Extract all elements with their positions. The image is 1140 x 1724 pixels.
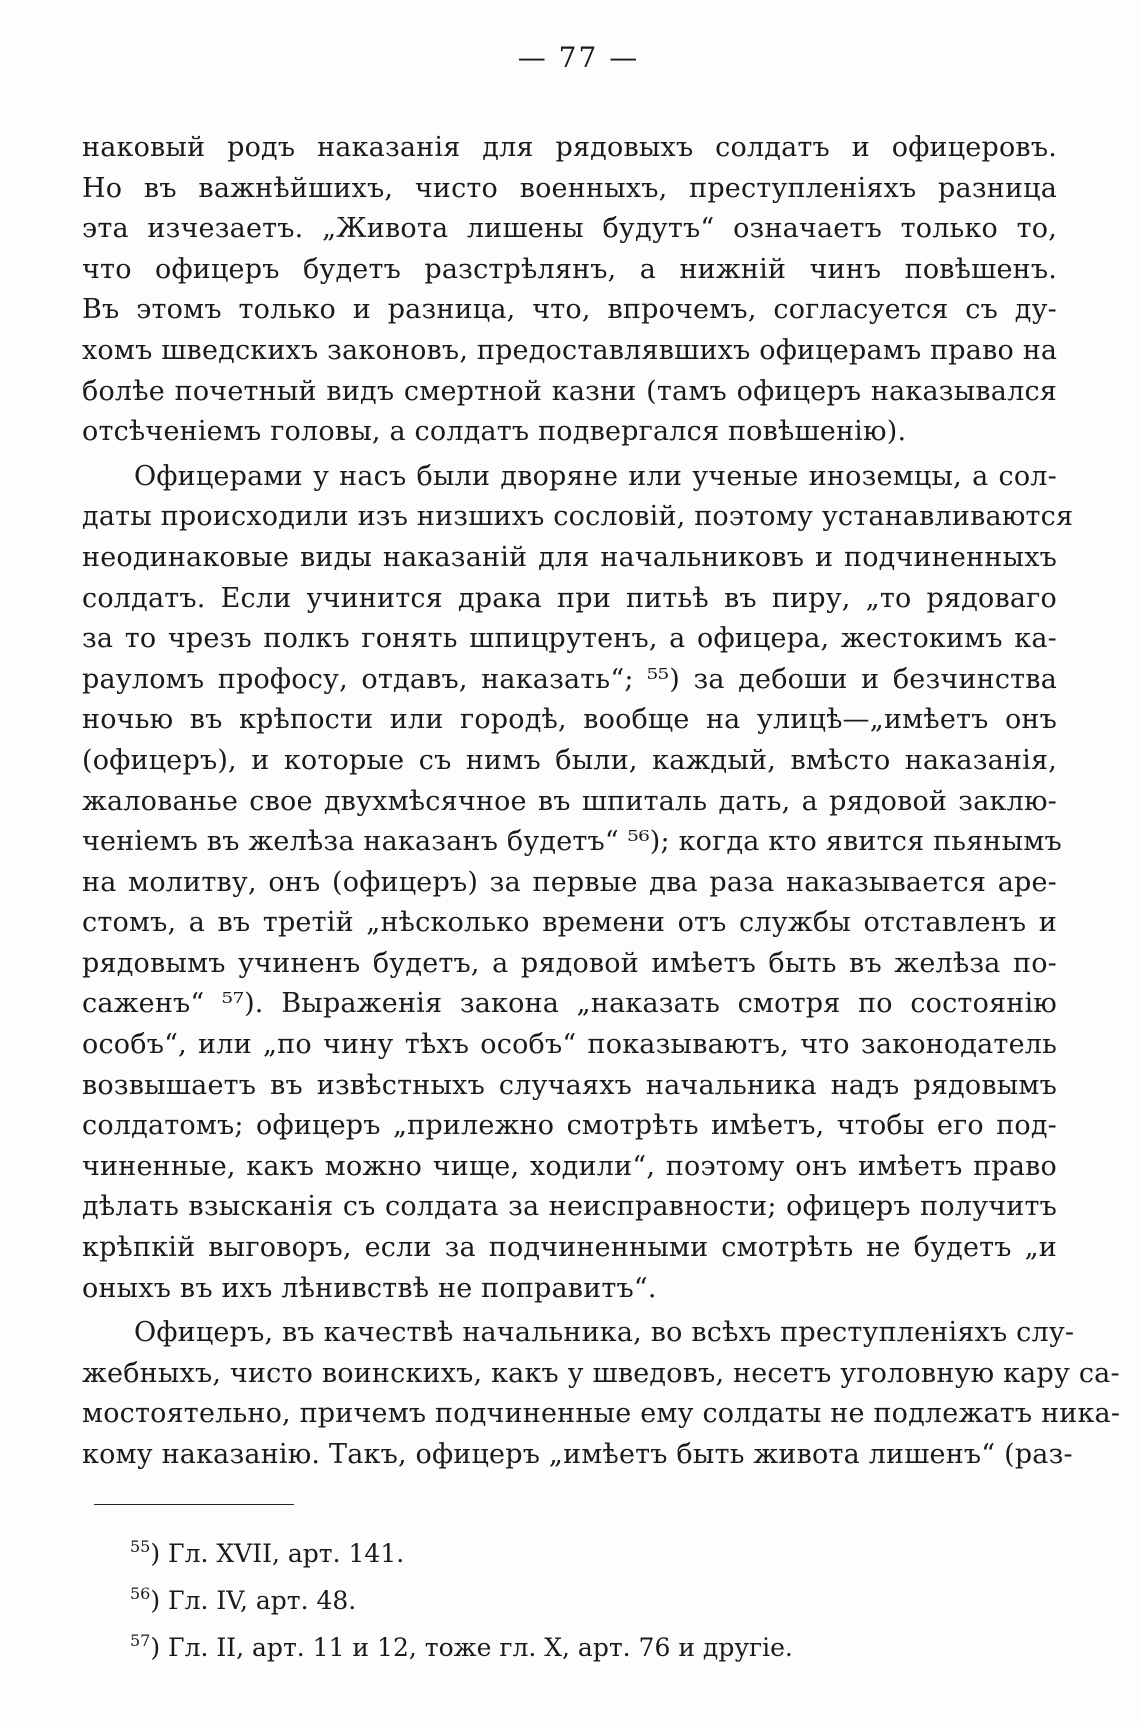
footnote-mark: 56	[130, 1583, 151, 1603]
text-line: особъ“, или „по чину тѣхъ особъ“ показываютъ, что законодатель	[82, 1029, 1057, 1061]
text-line: болѣе почетный видъ смертной казни (тамъ офицеръ наказывался	[82, 375, 1057, 407]
footnote-57	[130, 1621, 1057, 1668]
text-line: жебныхъ, чисто воинскихъ, какъ у шведовъ, несетъ уголовную кару са-	[82, 1357, 1120, 1389]
page-number: — 77 —	[517, 41, 640, 74]
text-line: Въ этомъ только и разница, что, впрочемъ, согласуется съ ду-	[82, 294, 1057, 326]
text-line: мостоятельно, причемъ подчиненные ему солдаты не подлежатъ ника-	[82, 1398, 1121, 1430]
text-line: Офицеръ, въ качествѣ начальника, во всѣхъ преступленіяхъ слу-	[134, 1317, 1075, 1349]
text-line: на молитву, онъ (офицеръ) за первые два раза наказывается аре-	[82, 866, 1057, 898]
text-line: хомъ шведскихъ законовъ, предоставлявшихъ офицерамъ право на	[82, 334, 1058, 366]
text-line: неодинаковые виды наказаній для начальниковъ и подчиненныхъ	[82, 541, 1057, 573]
footnote-mark: 55	[130, 1536, 151, 1556]
footnote-text: ) Гл. II, арт. 11 и 12, тоже гл. X, арт. 76 и другіе.	[150, 1632, 793, 1662]
text-line: ченіемъ въ желѣза наказанъ будетъ“ ⁵⁶); когда кто явится пьянымъ	[82, 826, 1062, 858]
text-line: возвышаетъ въ извѣстныхъ случаяхъ начальника надъ рядовымъ	[82, 1069, 1057, 1101]
text-line: солдатъ. Если учинится драка при питьѣ въ пиру, „то рядоваго	[82, 582, 1057, 614]
footnote-divider	[94, 1504, 294, 1505]
text-line: стомъ, а въ третій „нѣсколько времени отъ службы отставленъ и	[82, 907, 1057, 939]
book-page	[82, 30, 1121, 1690]
footnote-text: ) Гл. IV, арт. 48.	[150, 1585, 357, 1615]
text-line: что офицеръ будетъ разстрѣлянъ, а нижній чинъ повѣшенъ.	[82, 253, 1057, 285]
footnote-56	[130, 1574, 1057, 1621]
text-line: (офицеръ), и которые съ нимъ были, каждый, вмѣсто наказанія,	[82, 744, 1057, 776]
main-text	[82, 128, 1121, 1476]
footnote-text: ) Гл. XVII, арт. 141.	[150, 1538, 405, 1568]
paragraph-2	[82, 457, 1074, 1309]
text-line: саженъ“ ⁵⁷). Выраженія закона „наказать смотря по состоянію	[82, 988, 1057, 1020]
text-line: жалованье свое двухмѣсячное въ шпиталь дать, а рядовой заклю-	[82, 785, 1057, 817]
text-line: рядовымъ учиненъ будетъ, а рядовой имѣетъ быть въ желѣза по-	[82, 947, 1057, 979]
text-line: даты происходили изъ низшихъ сословій, поэтому устанавливаются	[82, 501, 1074, 533]
text-line: отсѣченіемъ головы, а солдатъ подвергался повѣшенію).	[82, 416, 907, 448]
paragraph-3	[82, 1313, 1121, 1475]
text-line: оныхъ въ ихъ лѣнивствѣ не поправитъ“.	[82, 1272, 657, 1304]
footnote-mark: 57	[130, 1630, 151, 1650]
text-line: эта изчезаетъ. „Живота лишены будутъ“ означаетъ только то,	[82, 213, 1057, 245]
text-line: кому наказанію. Такъ, офицеръ „имѣетъ быть живота лишенъ“ (раз-	[82, 1439, 1073, 1470]
footnotes	[82, 1527, 1057, 1668]
footnote-55	[130, 1527, 1057, 1574]
text-line: наковый родъ наказанія для рядовыхъ солдатъ и офицеровъ.	[82, 132, 1057, 163]
text-line: солдатомъ; офицеръ „прилежно смотрѣть имѣетъ, чтобы его под-	[82, 1110, 1057, 1142]
text-line: Но въ важнѣйшихъ, чисто военныхъ, преступленіяхъ разница	[82, 172, 1057, 204]
text-line: чиненные, какъ можно чище, ходили“, поэтому онъ имѣетъ право	[82, 1150, 1057, 1182]
text-line: ночью въ крѣпости или городѣ, вообще на улицѣ—„имѣетъ онъ	[82, 704, 1057, 736]
paragraph-1	[82, 128, 1057, 453]
text-line: за то чрезъ полкъ гонять шпицрутенъ, а офицера, жестокимъ ка-	[82, 623, 1057, 655]
text-line: рауломъ профосу, отдавъ, наказать“; ⁵⁵) за дебоши и безчинства	[82, 663, 1057, 695]
text-line: Офицерами у насъ были дворяне или ученые иноземцы, а сол-	[134, 460, 1057, 492]
text-line: дѣлать взысканія съ солдата за неисправности; офицеръ получитъ	[82, 1191, 1057, 1223]
text-line: крѣпкій выговоръ, если за подчиненными смотрѣть не будетъ „и	[82, 1232, 1057, 1264]
